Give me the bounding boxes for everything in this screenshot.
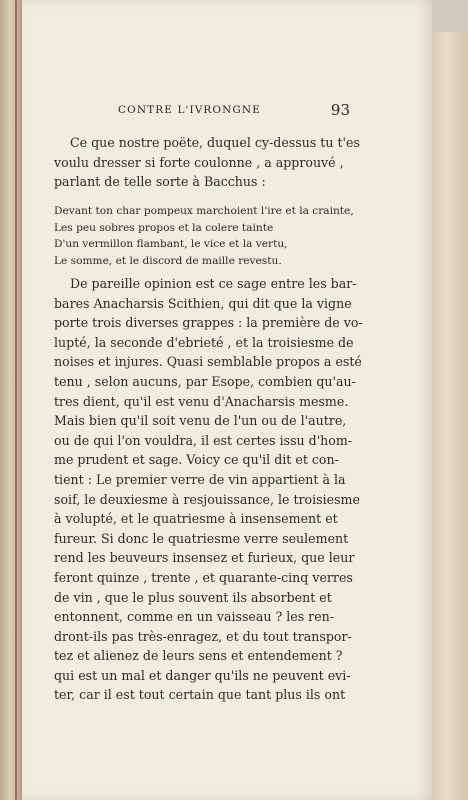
text-line: soif, le deuxiesme à resjouissance, le troisiesme bbox=[54, 491, 360, 507]
verse-line: Les peu sobres propos et la colere tainte bbox=[54, 221, 274, 234]
background-corner bbox=[430, 0, 468, 32]
red-edge-rule bbox=[15, 0, 17, 800]
text-line: De pareille opinion est ce sage entre les bar- bbox=[70, 276, 357, 291]
text-line: Ce que nostre poëte, duquel cy-dessus tu t'es bbox=[70, 135, 360, 150]
page-header bbox=[118, 101, 350, 122]
paragraph-2 bbox=[54, 274, 363, 705]
text-line: voulu dresser si forte coulonne , a approuvé , bbox=[54, 154, 344, 170]
text-line: tient : Le premier verre de vin appartient à la bbox=[54, 471, 346, 487]
text-line: ter, car il est tout certain que tant plus ils ont bbox=[54, 687, 346, 703]
text-line: de vin , que le plus souvent ils absorbent et bbox=[54, 589, 332, 605]
text-line: tres dient, qu'il est venu d'Anacharsis mesme. bbox=[54, 393, 349, 409]
text-line: Mais bien qu'il soit venu de l'un ou de l'autre, bbox=[54, 413, 347, 429]
paragraph-1 bbox=[54, 133, 360, 192]
text-line: qui est un mal et danger qu'ils ne peuvent evi- bbox=[54, 667, 351, 683]
text-line: rend les beuveurs insensez et furieux, que leur bbox=[54, 550, 355, 566]
verse-line: D'un vermillon flambant, le vice et la vertu, bbox=[54, 238, 288, 250]
book-spine-edge bbox=[0, 0, 22, 800]
text-line: à volupté, et le quatriesme à insensement et bbox=[54, 511, 338, 527]
text-line: bares Anacharsis Scithien, qui dit que la vigne bbox=[54, 295, 352, 311]
text-line: porte trois diverses grappes : la première de vo- bbox=[54, 315, 363, 331]
page-number: 93 bbox=[330, 101, 350, 119]
running-title: CONTRE L'IVRONGNE bbox=[118, 104, 261, 116]
text-line: me prudent et sage. Voicy ce qu'il dit et con- bbox=[54, 452, 339, 468]
text-line: parlant de telle sorte à Bacchus : bbox=[54, 174, 266, 190]
text-line: dront-ils pas très-enragez, et du tout transpor- bbox=[54, 628, 352, 644]
text-line: tez et alienez de leurs sens et entendement ? bbox=[54, 648, 343, 664]
page-fore-edge bbox=[432, 30, 468, 800]
verse-quote bbox=[54, 203, 354, 269]
text-line: ou de qui l'on vouldra, il est certes issu d'hom- bbox=[54, 432, 353, 448]
text-line: lupté, la seconde d'ebrieté , et la troisiesme de bbox=[54, 334, 354, 350]
text-line: feront quinze , trente , et quarante-cinq verres bbox=[54, 569, 353, 585]
text-line: fureur. Si donc le quatriesme verre seulement bbox=[54, 530, 349, 546]
verse-line: Le somme, et le discord de maille revestu. bbox=[54, 254, 282, 267]
verse-line: Devant ton char pompeux marchoient l'ire et la crainte, bbox=[54, 205, 354, 217]
text-line: noises et injures. Quasi semblable propos a esté bbox=[54, 354, 362, 370]
text-line: entonnent, comme en un vaisseau ? les ren- bbox=[54, 609, 335, 625]
text-line: tenu , selon aucuns, par Esope, combien qu'au- bbox=[54, 373, 356, 389]
